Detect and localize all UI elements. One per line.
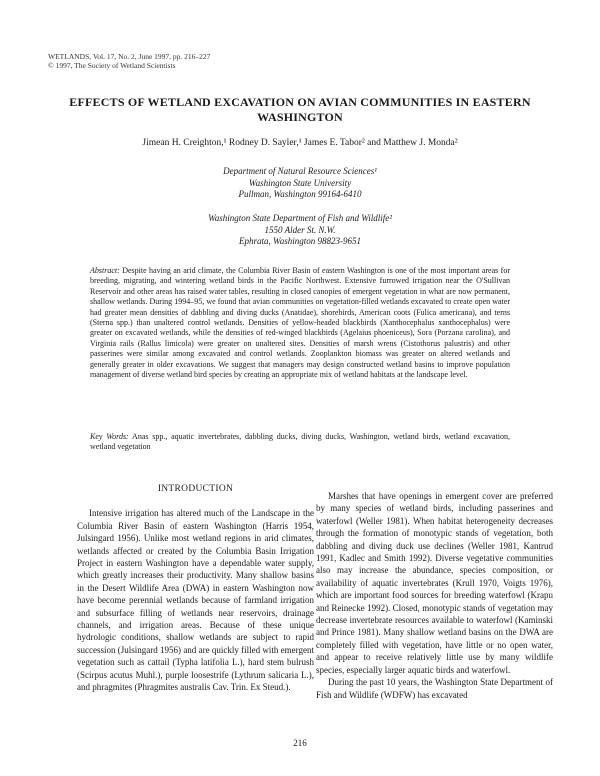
paragraph: Marshes that have openings in emergent cover are preferred by many species of wetland birds, including passerines and waterfowl (Weller 1981). When habitat heterogeneity decreases through the formation of monotypic stands of vegetation, both dabbling and diving duck use declines (Weller 1981, Kantrud 1991, Kadlec and Smith 1992). Diverse vegetative communities also may increase the abundance, species composition, or availability of aquatic invertebrates (Krull 1970, Voigts 1976), which are important food sources for breeding waterfowl (Krapu and Reinecke 1992). Closed, monotypic stands of vegetation may decrease invertebrate resources available to waterfowl (Kaminski and Prince 1981). Many shallow wetland basins on the DWA are completely filled with vegetation, have little or no open water, and appear to receive relatively little use by many wildlife species, especially larger aquatic birds and waterfowl. [316, 491, 553, 675]
paragraph: During the past 10 years, the Washington State Department of Fish and Wildlife (WDFW) has excavated [316, 677, 553, 700]
keywords [90, 432, 510, 453]
affiliation-institution: Washington State University [248, 177, 352, 188]
page-number: 216 [293, 738, 307, 748]
author-list: Jimean H. Creighton,¹ Rodney D. Sayler,¹ James E. Tabor² and Matthew J. Monda² [142, 138, 458, 148]
affiliation-2 [120, 213, 480, 248]
affiliation-dept: Washington State Department of Fish and Wildlife² [208, 213, 392, 223]
journal-line: WETLANDS, Vol. 17, No. 2, June 1997, pp. 216–227 [48, 52, 211, 61]
keywords-label: Key Words: [90, 432, 129, 441]
paper-title: EFFECTS OF WETLAND EXCAVATION ON AVIAN COMMUNITIES IN EASTERN WASHINGTON [69, 95, 531, 124]
affiliation-city: Pullman, Washington 99164-6410 [238, 189, 362, 199]
affiliation-1 [120, 166, 480, 201]
abstract-label: Abstract: [90, 266, 120, 275]
left-column [77, 483, 314, 694]
paragraph: Intensive irrigation has altered much of the Landscape in the Columbia River Basin of eastern Washington (Harris 1954, Julsingard 1956). Unlike most wetland regions in arid climates, wetlands affected or created by the Columbia Basin Irrigation Project in eastern Washington have a dependable water supply, which greatly increases their productivity. Many shallow basins in the Desert Wildlife Area (DWA) in eastern Washington now have become perennial wetlands because of farmland irrigation and subsurface filling of wetlands near reservoirs, drainage channels, and irrigation areas. Because of these unique hydrologic conditions, shallow wetlands are subject to rapid succession (Julsingard 1956) and are quickly filled with emergent vegetation such as cattail (Typha latifolia L.), hard stem bulrush (Scirpus acutus Muhl.), purple loosestrife (Lythrum salicaria L.), and phragmites (Phragmites australis Cav. Trin. Ex Steud.). [77, 508, 314, 693]
affiliation-city: Ephrata, Washington 98823-9651 [239, 236, 361, 246]
journal-citation [48, 52, 210, 70]
keywords-text: Anas spp., aquatic invertebrates, dabbling ducks, diving ducks, Washington, wetland birds, wetland excavation, wetland vegetation [90, 432, 511, 452]
abstract-text: Despite having an arid climate, the Columbia River Basin of eastern Washington is one of the most important areas for breeding, migrating, and wintering wetland birds in the Pacific Northwest. Extensive furrowed irrigation near the O'Sullivan Reservoir and other areas has raised water tables, resulting in closed canopies of emergent vegetation in what are now permanent, shallow wetlands. During 1994–95, we found that avian communities on vegetation-filled wetlands excavated to create open water had greater mean densities of dabbling and diving ducks (Anatidae), shorebirds, American coots (Fulica americana), and terns (Sterna spp.) than unaltered control wetlands. Densities of yellow-headed blackbirds (Xanthocephalus xanthocephalus) were greater on excavated wetlands, while the densities of red-winged blackbirds (Agelaius phoeniceus), Sora (Porzana carolina), and Virginia rails (Rallus limicola) were greater on unaltered sites. Densities of marsh wrens (Cistothorus palustris) and other passerines were similar among excavated and control wetlands. Zooplankton biomass was greater on altered wetlands and generally greater in older excavations. We suggest that managers may design constructed wetland basins to improve population management of diverse wetland bird species by creating an appropriate mix of wetland habitats at the landscape level. [90, 266, 510, 380]
affiliation-dept: Department of Natural Resource Sciences¹ [223, 166, 377, 176]
copyright-line: © 1997, The Society of Wetland Scientists [48, 61, 176, 70]
section-heading: INTRODUCTION [157, 484, 234, 494]
affiliation-street: 1550 Alder St. N.W. [264, 224, 336, 235]
abstract [90, 266, 510, 380]
right-column [316, 490, 553, 701]
